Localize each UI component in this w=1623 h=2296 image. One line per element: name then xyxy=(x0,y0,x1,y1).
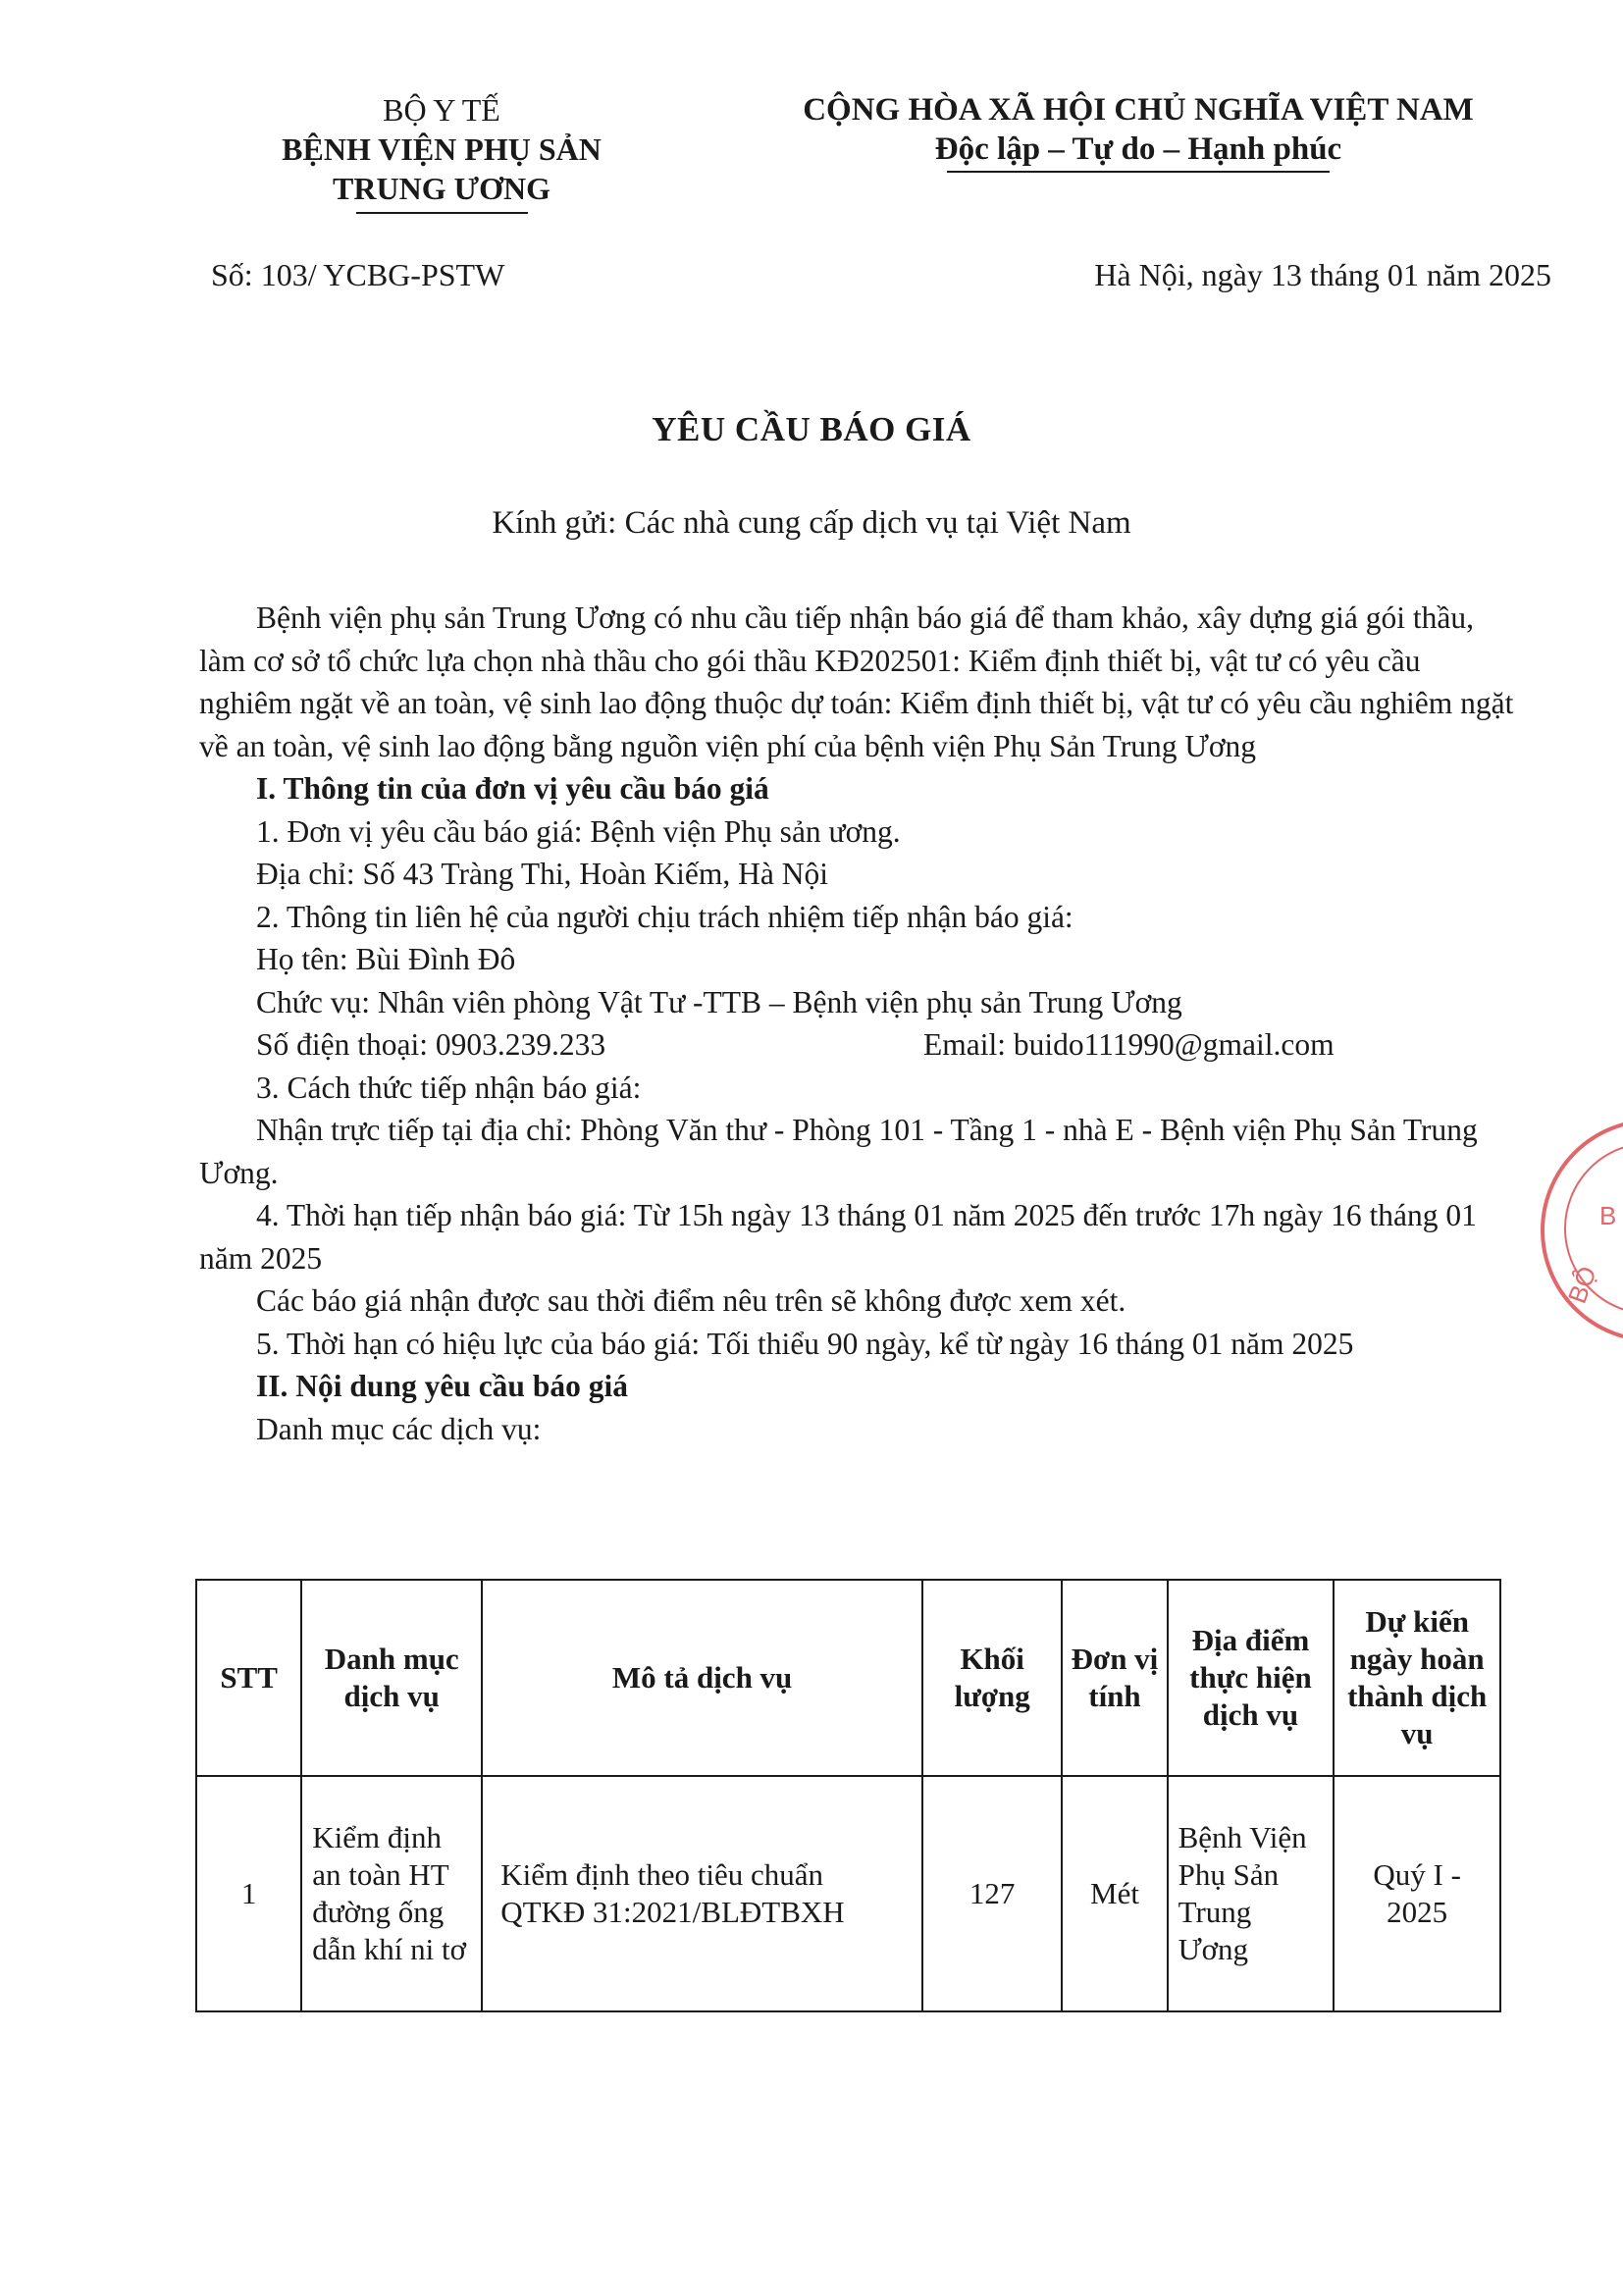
cell-description: Kiểm định theo tiêu chuẩn QTKĐ 31:2021/BLĐTBXH xyxy=(482,1776,922,2011)
seal-text-fragment-2: BỘ xyxy=(1561,1262,1602,1308)
document-title: YÊU CẦU BÁO GIÁ xyxy=(652,410,971,448)
contact-position: Chức vụ: Nhân viên phòng Vật Tư -TTB – Bệnh viện phụ sản Trung Ương xyxy=(256,984,1182,1019)
section1-heading: I. Thông tin của đơn vị yêu cầu báo giá xyxy=(256,771,769,806)
receive-method: Nhận trực tiếp tại địa chỉ: Phòng Văn thư - Phòng 101 - Tầng 1 - nhà E - Bệnh viện Phụ Sản Trung Ương. xyxy=(199,1113,1478,1190)
national-motto: Độc lập – Tự do – Hạnh phúc xyxy=(934,131,1342,167)
col-header-location: Địa điểm thực hiện dịch vụ xyxy=(1168,1580,1335,1776)
table-row xyxy=(196,1776,1500,2011)
ministry-name: BỘ Y TẾ xyxy=(383,92,500,128)
section2-heading: II. Nội dung yêu cầu báo giá xyxy=(256,1369,628,1403)
contact-phone-email xyxy=(199,1023,1514,1067)
service-table xyxy=(195,1579,1501,2012)
col-header-unit: Đơn vị tính xyxy=(1062,1580,1167,1776)
country-name: CỘNG HÒA XÃ HỘI CHỦ NGHĨA VIỆT NAM xyxy=(803,92,1474,128)
document-body xyxy=(199,597,1514,1450)
intro-paragraph: Bệnh viện phụ sản Trung Ương có nhu cầu tiếp nhận báo giá để tham khảo, xây dựng giá gói thầu, làm cơ sở tổ chức lựa chọn nhà thầu cho gói thầu KĐ202501: Kiểm định thiết bị, vật tư có yêu cầu nghiêm ngặt về an toàn, vệ sinh lao động thuộc dự toán: Kiểm định thiết bị, vật tư có yêu cầu nghiêm ngặt về an toàn, vệ sinh lao động bằng nguồn viện phí của bệnh viện Phụ Sản Trung Ương xyxy=(199,600,1514,763)
contact-heading: 2. Thông tin liên hệ của người chịu trách nhiệm tiếp nhận báo giá: xyxy=(256,899,1073,934)
document-date: Hà Nội, ngày 13 tháng 01 năm 2025 xyxy=(1094,257,1551,292)
contact-phone: Số điện thoại: 0903.239.233 xyxy=(256,1027,606,1062)
cell-unit: Mét xyxy=(1062,1776,1167,2011)
issuer-underline xyxy=(356,212,528,214)
col-header-quantity: Khối lượng xyxy=(922,1580,1062,1776)
receive-method-heading: 3. Cách thức tiếp nhận báo giá: xyxy=(256,1070,642,1105)
cell-completion: Quý I - 2025 xyxy=(1334,1776,1500,2011)
cell-location: Bệnh Viện Phụ Sản Trung Ương xyxy=(1168,1776,1335,2011)
document-number: Số: 103/ YCBG-PSTW xyxy=(211,257,505,292)
motto-underline xyxy=(947,171,1330,173)
cell-quantity: 127 xyxy=(922,1776,1062,2011)
receive-deadline: 4. Thời hạn tiếp nhận báo giá: Từ 15h ngày 13 tháng 01 năm 2025 đến trước 17h ngày 16 tháng 01 năm 2025 xyxy=(199,1198,1477,1276)
late-submission-note: Các báo giá nhận được sau thời điểm nêu trên sẽ không được xem xét. xyxy=(256,1283,1126,1318)
cell-category: Kiểm định an toàn HT đường ống dẫn khí ni tơ xyxy=(301,1776,482,2011)
contact-email: Email: buido111990@gmail.com xyxy=(923,1027,1335,1062)
requester-address: Địa chỉ: Số 43 Tràng Thi, Hoàn Kiếm, Hà Nội xyxy=(256,857,829,891)
col-header-description: Mô tả dịch vụ xyxy=(482,1580,922,1776)
hospital-name-line2: TRUNG ƯƠNG xyxy=(333,171,550,206)
service-list-label: Danh mục các dịch vụ: xyxy=(256,1411,542,1446)
hospital-name-line1: BỆNH VIỆN PHỤ SẢN xyxy=(282,131,602,167)
table-header-row xyxy=(196,1580,1500,1776)
national-header xyxy=(726,90,1550,173)
validity-period: 5. Thời hạn có hiệu lực của báo giá: Tối thiểu 90 ngày, kể từ ngày 16 tháng 01 năm 2025 xyxy=(256,1326,1354,1361)
requester-unit: 1. Đơn vị yêu cầu báo giá: Bệnh viện Phụ sản ương. xyxy=(256,813,901,849)
col-header-completion: Dự kiến ngày hoàn thành dịch vụ xyxy=(1334,1580,1500,1776)
contact-name: Họ tên: Bùi Đình Đô xyxy=(256,942,516,976)
issuer-block xyxy=(245,90,638,214)
col-header-stt: STT xyxy=(196,1580,301,1776)
cell-stt: 1 xyxy=(196,1776,301,2011)
seal-text-fragment: B xyxy=(1599,1201,1617,1230)
recipient-line: Kính gửi: Các nhà cung cấp dịch vụ tại Việt Nam xyxy=(492,505,1131,541)
official-seal xyxy=(1541,1119,1623,1342)
col-header-category: Danh mục dịch vụ xyxy=(301,1580,482,1776)
